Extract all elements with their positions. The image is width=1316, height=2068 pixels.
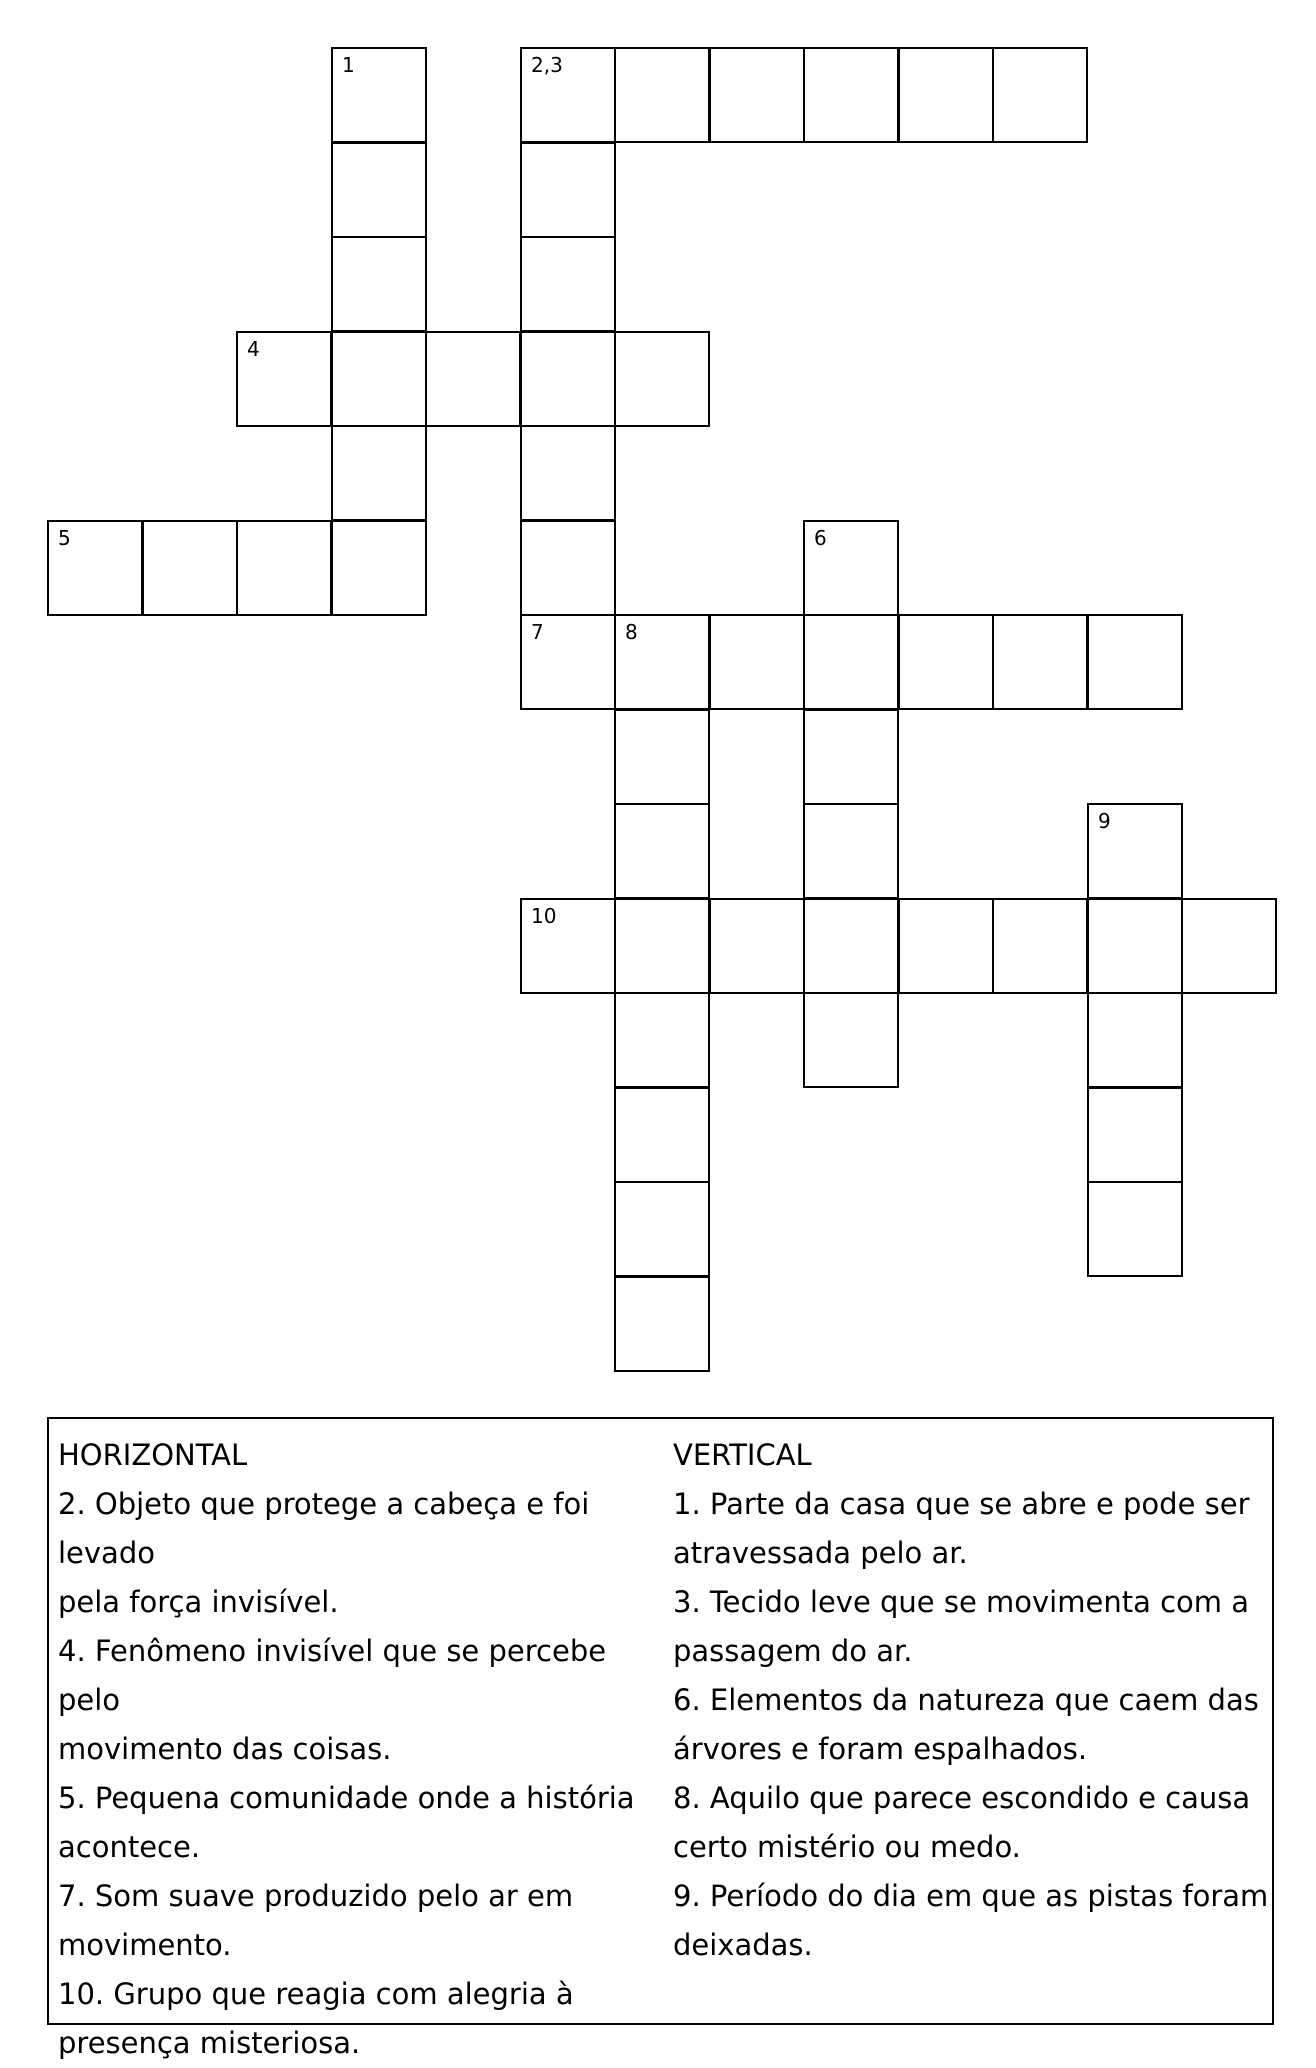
clue-line: movimento das coisas. [58, 1732, 392, 1766]
clue-line: 10. Grupo que reagia com alegria à [58, 1977, 574, 2011]
crossword-cell[interactable] [614, 1181, 710, 1277]
clue-line: 2. Objeto que protege a cabeça e foi levado [58, 1487, 590, 1570]
clue-line: presença misteriosa. [58, 2026, 361, 2060]
clue-line: passagem do ar. [673, 1634, 913, 1668]
crossword-cell[interactable] [520, 47, 616, 143]
clue-number: 9 [1098, 809, 1111, 833]
crossword-cell[interactable] [331, 47, 427, 143]
clue-line: deixadas. [673, 1928, 813, 1962]
crossword-cell[interactable] [803, 520, 899, 616]
clue-number: 4 [247, 337, 260, 361]
clue-number: 10 [531, 904, 557, 928]
crossword-cell[interactable] [614, 898, 710, 994]
crossword-cell[interactable] [614, 1276, 710, 1372]
clue-number: 2,3 [531, 53, 563, 77]
crossword-cell[interactable] [331, 142, 427, 238]
clues-box [47, 1417, 1274, 2060]
crossword-cell[interactable] [803, 992, 899, 1088]
crossword-cell[interactable] [236, 520, 332, 616]
vertical-clues [673, 1431, 1273, 1970]
crossword-cell[interactable] [709, 47, 805, 143]
crossword-cell[interactable] [803, 898, 899, 994]
clue-number: 7 [531, 620, 544, 644]
crossword-cell[interactable] [803, 709, 899, 805]
clue-line: 9. Período do dia em que as pistas foram [673, 1879, 1269, 1913]
clue-line: 3. Tecido leve que se movimenta com a [673, 1585, 1249, 1619]
crossword-cell[interactable] [803, 614, 899, 710]
crossword-cell[interactable] [1087, 1087, 1183, 1183]
clue-line: 7. Som suave produzido pelo ar em [58, 1879, 574, 1913]
crossword-cell[interactable] [47, 520, 143, 616]
clue-line: 5. Pequena comunidade onde a história [58, 1781, 635, 1815]
crossword-cell[interactable] [425, 331, 521, 427]
crossword-cell[interactable] [709, 898, 805, 994]
crossword-cell[interactable] [520, 520, 616, 616]
crossword-cell[interactable] [520, 425, 616, 521]
clue-line: 6. Elementos da natureza que caem das [673, 1683, 1259, 1717]
crossword-cell[interactable] [331, 331, 427, 427]
crossword-cell[interactable] [709, 614, 805, 710]
crossword-cell[interactable] [992, 898, 1088, 994]
crossword-cell[interactable] [614, 331, 710, 427]
crossword-cell[interactable] [614, 47, 710, 143]
crossword-cell[interactable] [520, 898, 616, 994]
clue-line: certo mistério ou medo. [673, 1830, 1021, 1864]
crossword-cell[interactable] [614, 992, 710, 1088]
crossword-cell[interactable] [520, 236, 616, 332]
clue-line: 8. Aquilo que parece escondido e causa [673, 1781, 1251, 1815]
crossword-cell[interactable] [1181, 898, 1277, 994]
crossword-cell[interactable] [614, 709, 710, 805]
vertical-title: VERTICAL [673, 1438, 812, 1472]
crossword-cell[interactable] [614, 1087, 710, 1183]
clue-line: acontece. [58, 1830, 201, 1864]
horizontal-clues [58, 1431, 658, 2068]
crossword-cell[interactable] [614, 614, 710, 710]
crossword-cell[interactable] [1087, 898, 1183, 994]
clue-number: 8 [625, 620, 638, 644]
crossword-cell[interactable] [331, 520, 427, 616]
clue-number: 1 [342, 53, 355, 77]
crossword-cell[interactable] [1087, 1181, 1183, 1277]
crossword-cell[interactable] [898, 47, 994, 143]
crossword-cell[interactable] [1087, 803, 1183, 899]
crossword-cell[interactable] [992, 47, 1088, 143]
crossword-cell[interactable] [1087, 992, 1183, 1088]
crossword-cell[interactable] [803, 47, 899, 143]
clue-line: pela força invisível. [58, 1585, 339, 1619]
crossword-cell[interactable] [898, 614, 994, 710]
crossword-cell[interactable] [992, 614, 1088, 710]
crossword-cell[interactable] [803, 803, 899, 899]
crossword-cell[interactable] [236, 331, 332, 427]
crossword-cell[interactable] [142, 520, 238, 616]
clue-line: 1. Parte da casa que se abre e pode ser [673, 1487, 1250, 1521]
crossword-cell[interactable] [331, 425, 427, 521]
clue-line: árvores e foram espalhados. [673, 1732, 1088, 1766]
crossword-cell[interactable] [898, 898, 994, 994]
clue-line: atravessada pelo ar. [673, 1536, 968, 1570]
crossword-cell[interactable] [1087, 614, 1183, 710]
crossword-cell[interactable] [520, 331, 616, 427]
clue-line: movimento. [58, 1928, 232, 1962]
crossword-cell[interactable] [520, 142, 616, 238]
clue-number: 5 [58, 526, 71, 550]
crossword-cell[interactable] [331, 236, 427, 332]
horizontal-title: HORIZONTAL [58, 1438, 248, 1472]
clue-line: 4. Fenômeno invisível que se percebe pelo [58, 1634, 607, 1717]
crossword-cell[interactable] [614, 803, 710, 899]
clue-number: 6 [814, 526, 827, 550]
crossword-cell[interactable] [520, 614, 616, 710]
